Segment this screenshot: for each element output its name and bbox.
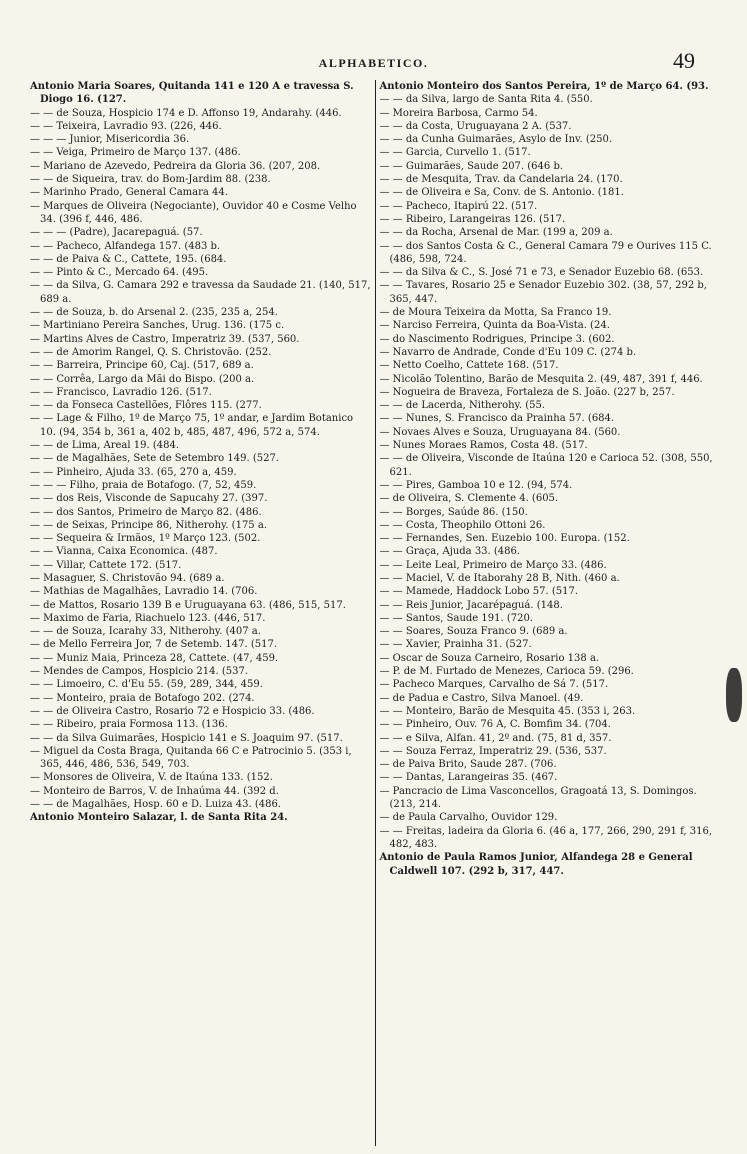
directory-entry: — Mathias de Magalhães, Lavradio 14. (706. [30,586,258,598]
right-column [376,80,721,1146]
page-number: 49 [673,48,695,73]
directory-entry: — — de Oliveira Castro, Rosario 72 e Hospicio 33. (486. [30,705,315,717]
directory-entry: — — de Seixas, Principe 86, Nitherohy. (175 a. [30,519,267,531]
directory-entry: — — Souza Ferraz, Imperatriz 29. (536, 537. [379,745,607,757]
directory-entry: — Mendes de Campos, Hospicio 214. (537. [30,666,248,678]
directory-entry: — — Villar, Cattete 172. (517. [30,559,182,571]
directory-entry: — Nogueira de Braveza, Fortaleza de S. João. (227 b, 257. [379,386,675,398]
directory-entry: — — de Lima, Areal 19. (484. [30,440,180,452]
directory-entry: — — e Silva, Alfan. 41, 2º and. (75, 81 d, 357. [379,732,612,744]
directory-entry: — — de Souza, b. do Arsenal 2. (235, 235 a, 254. [30,307,278,319]
directory-entry: — — Graça, Ajuda 33. (486. [379,546,521,558]
directory-entry: — — da Fonseca Castellões, Flôres 115. (277. [30,400,262,412]
directory-entry: — Miguel da Costa Braga, Quitanda 66 C e Patrocinio 5. (353 i, 365, 446, 486, 536, 549, 703. [30,745,352,771]
directory-entry: — Monsores de Oliveira, V. de Itaúna 133. (152. [30,772,273,784]
directory-entry: — — Mamede, Haddock Lobo 57. (517. [379,586,578,598]
directory-entry: — de Mattos, Rosario 139 B e Uruguayana 63. (486, 515, 517. [30,599,346,611]
directory-entry: Antonio Maria Soares, Quitanda 141 e 120 A e travessa S. Diogo 16. (127. [30,81,354,106]
running-title: ALPHABETICO. [318,56,429,70]
directory-entry: — — Leite Leal, Primeiro de Março 33. (486. [379,559,607,571]
directory-entry: — Oscar de Souza Carneiro, Rosario 138 a. [379,652,600,664]
directory-entry: — Marinho Prado, General Camara 44. [30,187,228,199]
directory-entry: — — de Magalhães, Hosp. 60 e D. Luiza 43. (486. [30,799,282,811]
directory-entry: — Martins Alves de Castro, Imperatriz 39. (537, 560. [30,333,300,345]
directory-entry: — — Pinheiro, Ajuda 33. (65, 270 a, 459. [30,466,237,478]
directory-entry: — Netto Coelho, Cattete 168. (517. [379,360,559,372]
directory-entry: — — de Magalhães, Sete de Setembro 149. (527. [30,453,279,465]
directory-entry: Antonio Monteiro Salazar, l. de Santa Rita 24. [30,812,288,824]
directory-entry: — Navarro de Andrade, Conde d'Eu 109 C. (274 b. [379,346,637,358]
directory-entry: — — Fernandes, Sen. Euzebio 100. Europa. (152. [379,533,630,545]
directory-entry: — — Santos, Saude 191. (720. [379,612,534,624]
directory-entry: — Narciso Ferreira, Quinta da Boa-Vista. (24. [379,320,610,332]
ink-blot [726,668,742,722]
directory-entry: — — da Silva & C., S. José 71 e 73, e Senador Euzebio 68. (653. [379,267,704,279]
directory-entry: — — Monteiro, Barão de Mesquita 45. (353 i, 263. [379,705,636,717]
directory-entry: — — de Oliveira e Sa, Conv. de S. Antonio. (181. [379,187,624,199]
page-header [0,48,747,78]
directory-entry: — — — Junior, Misericordia 36. [30,134,190,146]
directory-entry: — de Paiva Brito, Saude 287. (706. [379,759,557,771]
directory-entry: — Marques de Oliveira (Negociante), Ouvidor 40 e Cosme Velho 34. (396 f, 446, 486. [30,200,357,225]
directory-entry: — — Monteiro, praia de Botafogo 202. (274. [30,692,255,704]
directory-entry: — — Pacheco, Alfandega 157. (483 b. [30,240,221,252]
directory-entry: — Nicolão Tolentino, Barão de Mesquita 2. (49, 487, 391 f, 446. [379,373,703,385]
directory-entry: — Masaguer, S. Christovão 94. (689 a. [30,572,225,584]
directory-entry: — de Paula Carvalho, Ouvidor 129. [379,812,558,824]
directory-entry: — — Barreira, Principe 60, Caj. (517, 689 a. [30,360,254,372]
directory-entry: — — Limoeiro, C. d'Eu 55. (59, 289, 344, 459. [30,679,263,691]
directory-entry: — — Lage & Filho, 1º de Março 75, 1º andar, e Jardim Botanico 10. (94, 354 b, 361 a, 402 b, 485, 487, 496, 572 a, 574. [30,413,354,438]
directory-entry: — — de Paiva & C., Cattete, 195. (684. [30,253,227,265]
directory-entry: — — Teixeira, Lavradio 93. (226, 446. [30,120,222,132]
directory-entry: — — Garcia, Curvello 1. (517. [379,147,531,159]
directory-entry: — — dos Santos Costa & C., General Camara 79 e Ourives 115 C. (486, 598, 724. [379,240,712,265]
directory-entry: — — Muniz Maia, Princeza 28, Cattete. (47, 459. [30,652,279,664]
directory-entry: — — de Siqueira, trav. do Bom-Jardim 88. (238. [30,174,271,186]
directory-entry: — — de Souza, Icarahy 33, Nitherohy. (407 a. [30,626,261,638]
directory-entry: — — Borges, Saúde 86. (150. [379,506,528,518]
directory-entry: — — Veiga, Primeiro de Março 137. (486. [30,147,241,159]
directory-entry: — — Tavares, Rosario 25 e Senador Euzebio 302. (38, 57, 292 b, 365, 447. [379,280,707,305]
directory-entry: — de Padua e Castro, Silva Manoel. (49. [379,692,584,704]
directory-entry: — — Maciel, V. de Itaborahy 28 B, Nith. (460 a. [379,572,620,584]
directory-entry: — Novaes Alves e Souza, Uruguayana 84. (560. [379,426,621,438]
directory-entry: — — dos Santos, Primeiro de Março 82. (486. [30,506,262,518]
directory-entry: — — Reis Junior, Jacarépaguá. (148. [379,599,563,611]
directory-entry: — — da Rocha, Arsenal de Mar. (199 a, 209 a. [379,227,613,239]
directory-entry: — Moreira Barbosa, Carmo 54. [379,107,538,119]
directory-entry: Antonio de Paula Ramos Junior, Alfandega 28 e General Caldwell 107. (292 b, 317, 447. [379,852,693,877]
directory-entry: — — dos Reis, Visconde de Sapucahy 27. (397. [30,493,268,505]
directory-entry: — — da Silva, G. Camara 292 e travessa da Saudade 21. (140, 517, 689 a. [30,280,371,305]
directory-entry: — — Xavier, Prainha 31. (527. [379,639,532,651]
directory-entry: — — de Oliveira, Visconde de Itaúna 120 e Carioca 52. (308, 550, 621. [379,453,713,478]
directory-entry: — — de Souza, Hospicio 174 e D. Affonso 19, Andarahy. (446. [30,107,342,119]
directory-entry: — — Ribeiro, Larangeiras 126. (517. [379,213,566,225]
directory-entry: — — Ribeiro, praia Formosa 113. (136. [30,719,228,731]
directory-entry: — Mariano de Azevedo, Pedreira da Gloria 36. (207, 208. [30,160,321,172]
directory-entry: — Martiniano Pereira Sanches, Urug. 136. (175 c. [30,320,285,332]
directory-entry: — — Vianna, Caixa Economica. (487. [30,546,218,558]
directory-entry: — — Pires, Gamboa 10 e 12. (94, 574. [379,479,573,491]
directory-entry: — — da Silva, largo de Santa Rita 4. (550. [379,94,593,106]
directory-entry: — Nunes Moraes Ramos, Costa 48. (517. [379,440,588,452]
directory-entry: — Pacheco Marques, Carvalho de Sá 7. (517. [379,679,609,691]
directory-entry: — — Corrêa, Largo da Mãi do Bispo. (200 a. [30,373,255,385]
directory-entry: — — da Silva Guimarães, Hospicio 141 e S. Joaquim 97. (517. [30,732,343,744]
directory-entry: — — Costa, Theophilo Ottoni 26. [379,519,546,531]
directory-entry: — — de Amorim Rangel, Q. S. Christovão. (252. [30,346,272,358]
directory-entry: — — Pinheiro, Ouv. 76 A, C. Bomfim 34. (704. [379,719,611,731]
directory-entry: Antonio Monteiro dos Santos Pereira, 1º de Março 64. (93. [379,81,709,92]
two-column-body [30,80,720,1146]
directory-entry: — — — Filho, praia de Botafogo. (7, 52, 459. [30,479,257,491]
directory-entry: — — de Lacerda, Nitherohy. (55. [379,400,546,412]
directory-entry: — Pancracio de Lima Vasconcellos, Gragoatá 13, S. Domingos. (213, 214. [379,785,697,811]
directory-entry: — — — (Padre), Jacarepaguá. (57. [30,227,203,239]
directory-entry: — — Pinto & C., Mercado 64. (495. [30,267,209,279]
directory-entry: — — da Costa, Uruguayana 2 A. (537. [379,120,572,132]
directory-entry: — — Guimarães, Saude 207. (646 b. [379,160,564,172]
directory-entry: — de Mello Ferreira Jor, 7 de Setemb. 147. (517. [30,639,278,651]
directory-entry: — — Nunes, S. Francisco da Prainha 57. (684. [379,413,615,425]
directory-entry: — — Dantas, Larangeiras 35. (467. [379,772,558,784]
directory-entry: — do Nascimento Rodrigues, Principe 3. (602. [379,333,615,345]
left-column [30,80,375,1146]
directory-entry: — de Oliveira, S. Clemente 4. (605. [379,493,559,505]
directory-entry: — — Francisco, Lavradio 126. (517. [30,386,212,398]
directory-entry: — Maximo de Faria, Riachuelo 123. (446, 517. [30,612,266,624]
directory-entry: — — Pacheco, Itapirú 22. (517. [379,200,538,212]
directory-entry: — — de Mesquita, Trav. da Candelaria 24. (170. [379,174,623,186]
directory-entry: — de Moura Teixeira da Motta, Sa Franco 19. [379,307,612,319]
directory-entry: — P. de M. Furtado de Menezes, Carioca 59. (296. [379,666,634,678]
directory-entry: — — da Cunha Guimarães, Asylo de Inv. (250. [379,134,613,146]
directory-entry: — — Sequeira & Irmãos, 1º Março 123. (502. [30,533,261,545]
directory-entry: — — Soares, Souza Franco 9. (689 a. [379,626,568,638]
directory-entry: — Monteiro de Barros, V. de Inhaúma 44. (392 d. [30,785,279,797]
directory-entry: — — Freitas, ladeira da Gloria 6. (46 a, 177, 266, 290, 291 f, 316, 482, 483. [379,825,713,850]
